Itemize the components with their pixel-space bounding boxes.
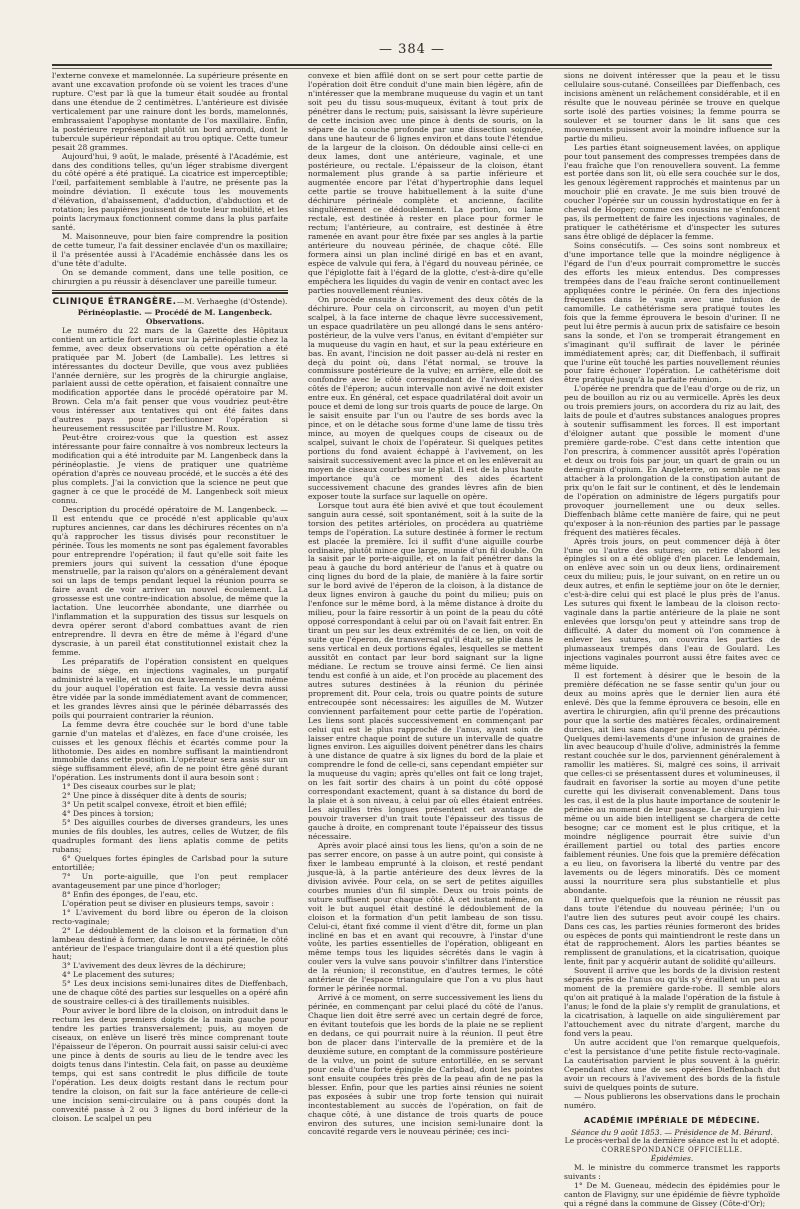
paragraph: M. le ministre du commerce transmet les rapports suivants :: [564, 1163, 780, 1182]
list-item: 3° L'avivement des deux lèvres de la déchirure;: [62, 961, 246, 971]
correspondence-heading: CORRESPONDANCE OFFICIELLE.: [601, 1146, 743, 1155]
paragraph: Description du procédé opératoire de M. Langenbeck. — Il est entendu que ce procédé n'est applicable qu'aux ruptures anciennes, car dans les déchirures récentes on n'a qu'à rapprocher les tissus divisés pour reconstituer le périnée. Tous les moments ne sont pas également favorables pour entreprendre l'opération; il faut qu'elle soit faite les premiers jours qui suivent la cessation d'une époque menstruelle, par la raison qu'alors on a généralement devant soi un laps de temps pendant lequel la réunion pourra se faire avant de voir arriver un nouvel écoulement. La grossesse est une contre-indication absolue, de même que la lactation. Une leucorrhée abondante, une diarrhée ou l'inflammation et la suppuration des tissus sur lesquels on devra opérer seront d'abord combattues avant de rien entreprendre. Il devra en être de même à l'égard d'une dyscrasie, à un pareil état constitutionnel existait chez la femme.: [52, 504, 288, 658]
column-2: [308, 72, 543, 1162]
paragraph: Il est fortement à désirer que le besoin de la première défécation ne se fasse sentir qu'un jour ou deux au moins après que le dernier lien aura été enlevé. Dès que la femme éprouvera ce besoin, elle en avertira le chirurgien, afin qu'il prenne des précautions pour que la sortie des matières fécales, ordinairement durcies, ait lieu sans danger pour le nouveau périnée. Quelques demi-lavements d'une infusion de graines de lin avec beaucoup d'huile d'olive, administrés la femme restant couchée sur le dos, parviennent généralement à ramollir les matières. Si, malgré ces soins, il arrivait que celles-ci se présentassent dures et volumineuses, il faudrait en favoriser la sortie au moyen d'une petite curette qui les diviserait convenablement. Dans tous les cas, il est de la plus haute importance de soutenir le périnée au moment de leur passage. Le chirurgien lui-même ou un aide bien intelligent se chargera de cette besogne; car ce moment est le plus critique, et la moindre négligence pourrait être suivie d'un éraillement partiel ou total des parties encore faiblement réunies. Une fois que la première défécation a eu lieu, on favorisera la liberté du ventre par des lavements ou de légers minoratifs. Dès ce moment aussi la nourriture sera plus substantielle et plus abondante.: [564, 670, 780, 895]
paragraph: Les préparatifs de l'opération consistent en quelques bains de siège, en injections vaginales, un purgatif administré la veille, et un ou deux lavements le matin même du jour auquel l'opération est faite. La vessie devra aussi être vidée par la sonde immédiatement avant de commencer, et les grandes lèvres ainsi que le périnée débarrassés des poils qui pourraient contrarier la réunion.: [52, 657, 288, 720]
list-item: 7° Un porte-aiguille, que l'on peut remplacer avantageusement par une pince d'horloger;: [52, 871, 288, 890]
paragraph: Peut-être croirez-vous que la question est assez intéressante pour faire connaître à vos nombreux lecteurs la modification qui a été introduite par M. Langenbeck dans la périnéoplastie. Je viens de pratiquer une quatrième opération d'après ce nouveau procédé, et le succès a été des plus complets. J'ai la conviction que la science ne peut que gagner à ce que le procédé de M. Langenbeck soit mieux connu.: [52, 433, 288, 505]
paragraph: Un autre accident que l'on remarque quelquefois, c'est la persistance d'une petite fistule recto-vaginale. La cautérisation parvient le plus souvent à la guérir. Cependant chez une de ses opérées Dieffenbach dut avoir un recours à l'avivement des bords de la fistule suivi de quelques points de suture.: [564, 1037, 780, 1092]
paragraph: Pour aviver le bord libre de la cloison, on introduit dans le rectum les deux premiers doigts de la main gauche pour tendre les parties transversalement; puis, au moyen de ciseaux, on enlève un liseré très mince comprenant toute l'épaisseur de l'éperon. On pourrait aussi saisir celui-ci avec une pince à dents de souris au lieu de le tendre avec les doigts tenus dans l'intestin. Cela fait, on passe au deuxième temps, qui est sans contredit le plus difficile de toute l'opération. Les deux doigts restant dans le rectum pour tendre la cloison, on fait sur la face antérieure de celle-ci une incision semi-circulaire ou à pans coupés dont la convexité passe à 2 ou 3 lignes du bord inférieur de la cloison. Le scalpel un peu: [52, 1006, 288, 1123]
paragraph: Lorsque tout aura été bien avivé et que tout écoulement sanguin aura cessé, soit spontanément, soit à la suite de la torsion des petites artérioles, on procédera au quatrième temps de l'opération. La suture destinée à former le rectum est placée la première. Ici il suffit d'une aiguille courbe ordinaire, plutôt mince que large, munie d'un fil double. On la saisit par le porte-aiguille, et on la fait pénétrer dans la peau à gauche du bord antérieur de l'anus et à quatre ou cinq lignes du bord de la plaie, de manière à la faire sortir sur le bord avivé de l'éperon de la cloison, à la distance de deux lignes environ à gauche du point du milieu; puis on l'enfonce sur le même bord, à la même distance à droite du milieu, pour la faire ressortir à un point de la peau du côté opposé correspondant à celui par où on l'avait fait entrer. En tirant un peu sur les deux extrémités de ce lien, on voit de suite que l'éperon, de transversal qu'il était, se plie dans le sens vertical en deux portions égales, lesquelles se mettent aussitôt en contact par leur bord saignant sur la ligne médiane. Le rectum se trouve ainsi fermé. Ce lien ainsi tendu est confié à un aide, et l'on procède au placement des autres sutures destinées à la réunion du périnée proprement dit. Pour cela, trois ou quatre points de suture entrecoupée sont nécessaires: les aiguilles de M. Wutzer conviennent parfaitement pour cette partie de l'opération. Les liens sont placés successivement en commençant par celui qui est le plus rapproché de l'anus, ayant soin de laisser entre chaque point de suture un intervalle de quatre lignes environ. Les aiguilles doivent pénétrer dans les chairs à une distance de quatre à six lignes du bord de la plaie et comprendre le fond de celle-ci, sans cependant empiéter sur la muqueuse du vagin; après qu'elles ont fait ce long trajet, on les fait sortir des chairs à un point du côté opposé correspondant exactement, quant à sa distance du bord de la plaie et à son niveau, à celui par où elles étaient entrées. Les aiguilles très longues présentent cet avantage de pouvoir traverser d'un trait toute l'épaisseur des tissus de gauche à droite, en comprenant toute l'épaisseur des tissus nécessaire.: [308, 500, 543, 842]
paragraph: Soins consécutifs. — Ces soins sont nombreux et d'une importance telle que la moindre négligence à l'égard de l'un d'eux pourrait compromettre le succès des efforts les mieux entendus. Des compresses trempées dans de l'eau fraîche seront continuellement appliquées contre le périnée. On fera des injections fréquentes dans le vagin avec une infusion de camomille. Le cathétérisme sera pratiqué toutes les fois que la femme éprouvera le besoin d'uriner. Il ne peut lui être permis à aucun prix de satisfaire ce besoin sans la sonde, et l'on se tromperait étrangement en s'imaginant qu'il suffirait de laver le périnée immédiatement après; car, dit Dieffenbach, il suffirait que l'urine eût touché les parties nouvellement réunies pour faire échouer l'opération. Le cathétérisme doit être pratiqué jusqu'à la parfaite réunion.: [564, 241, 780, 385]
list-item: 1° Des ciseaux courbes sur le plat;: [62, 782, 196, 792]
paragraph: M. Maisonneuve, pour bien faire comprendre la position de cette tumeur, l'a fait dessiner enclavée d'un os maxillaire; il l'a présentée aussi à l'Académie enchâssée dans les os d'une tête d'adulte.: [52, 232, 288, 269]
paragraph: On procède ensuite à l'avivement des deux côtés de la déchirure. Pour cela on circonscrit, au moyen d'un petit scalpel, à la face interne de chaque lèvre successivement, un espace quadrilatère un peu allongé dans le sens antéro-postérieur, de la vulve vers l'anus, en évitant d'empiéter sur la muqueuse du vagin en haut, et sur la peau extérieure en bas. En avant, l'incision ne doit passer au-delà ni rester en deçà du point où, dans l'état normal, se trouve la commissure postérieure de la vulve; en arrière, elle doit se confondre avec le côté correspondant de l'avivement des côtés de l'éperon; aucun intervalle non avivé ne doit exister entre eux. En général, cet espace quadrilatéral doit avoir un pouce et demi de long sur trois quarts de pouce de large. On le saisit ensuite par l'un ou l'autre de ses bords avec la pince, et on le détache sous forme d'une lame de tissu très mince, au moyen de quelques coups de ciseaux ou de scalpel, suivant le choix de l'opérateur. Si quelques petites portions du fond avaient échappé à l'avivement, on les saisirait successivement avec la pince et on les enlèverait au moyen de ciseaux courbes sur le plat. Il est de la plus haute importance qu'à ce moment des aides écartent successivement chacune des grandes lèvres afin de bien exposer toute la surface sur laquelle on opère.: [308, 294, 543, 501]
section-divider: [52, 290, 288, 291]
article-subheading: Observations.: [145, 316, 205, 326]
article-subtitle: Périnéoplastie. — Procédé de M. Langenbeck.: [77, 307, 273, 317]
paragraph: l'externe convexe et mamelonnée. La supérieure présente en avant une excavation profonde où se voient les traces d'une rupture. C'est par là que la tumeur était soudée au frontal dans une étendue de 2 centimètres. L'antérieure est divisée verticalement par une rainure dont les bords, mamelonnés, embrassaient l'apophyse montante de l'os maxillaire. Enfin, la postérieure représentait plutôt un bord arrondi, dont le tubercule supérieur répondait au trou optique. Cette tumeur pesait 28 grammes.: [52, 71, 288, 152]
paragraph: L'opération peut se diviser en plusieurs temps, savoir :: [62, 898, 274, 908]
epidemics-heading: Épidémies.: [650, 1154, 694, 1164]
session-line: Séance du 9 août 1853. — Présidence de M. Bérard.: [571, 1127, 773, 1137]
paragraph: Le numéro du 22 mars de la Gazette des Hôpitaux contient un article fort curieux sur la périnéoplastie chez la femme, avec deux observations où cette opération a été pratiquée par M. Jobert (de Lamballe). Les lettres si intéressantes du docteur Deville, que vous avez publiées l'année dernière, sur les progrès de la chirurgie anglaise, parlaient aussi de cette opération, et faisaient connaître une modification apportée dans le procédé opératoire par M. Brown. Cela m'a fait penser que vous voudriez peut-être vous intéresser aux tentatives qui ont été faites dans d'autres pays pour perfectionner l'opération si heureusement ressuscitée par l'illustre M. Roux.: [52, 325, 288, 434]
paragraph: sions ne doivent intéresser que la peau et le tissu cellulaire sous-cutané. Conseillées par Dieffenbach, ces incisions amènent un relâchement considérable, et il en résulte que le nouveau périnée se trouve en quelque sorte isolé des parties voisines; la femme pourra se soulever et se tourner dans le lit sans que ces mouvements puissent avoir la moindre influence sur la partie du milieu.: [564, 71, 780, 143]
header-rule: [52, 64, 772, 66]
section-author: —M. Verhaeghe (d'Ostende).: [176, 296, 288, 306]
paragraph: On se demande comment, dans une telle position, ce chirurgien a pu réussir à désenclaver une pareille tumeur.: [52, 267, 288, 286]
header-rule-thin: [52, 68, 772, 69]
paragraph: La femme devra être couchée sur le bord d'une table garnie d'un matelas et d'alèzes, en face d'une croisée, les cuisses et les genoux fléchis et écartés comme pour la lithotomie. Des aides en nombre suffisant la maintiendront immobile dans cette position. L'opérateur sera assis sur un siège suffisamment élevé, afin de ne point être gêné durant l'opération. Les instruments dont il aura besoin sont :: [52, 719, 288, 783]
section-heading: [52, 298, 288, 307]
paragraph: Il arrive quelquefois que la réunion ne réussit pas dans toute l'étendue du nouveau périnée; l'un ou l'autre lien des sutures peut avoir coupé les chairs. Dans ces cas, les parties réunies formeront des brides ou espèces de ponts qui maintiendront le reste dans un état de rapprochement. Alors les parties béantes se remplissent de granulations, et la cicatrisation, quoique lente, finit par y acquérir autant de solidité qu'ailleurs.: [564, 894, 780, 967]
paragraph: 1° De M. Gueneau, médecin des épidémies pour le canton de Flavigny, sur une épidémie de fièvre typhoïde qui a régné dans la commune de Gissey (Côte-d'Or);: [564, 1181, 780, 1209]
list-item: 8° Enfin des éponges, de l'eau, etc.: [62, 889, 198, 899]
paragraph: Après trois jours, on peut commencer déjà à ôter l'une ou l'autre des sutures; on retire d'abord les épingles si on a été obligé d'en placer. Le lendemain, on enlève avec soin un ou deux liens, ordinairement ceux du milieu; puis, le jour suivant, on en retire un ou deux autres, et enfin le septième jour on ôte le dernier, c'est-à-dire celui qui est placé le plus près de l'anus. Les sutures qui fixent le lambeau de la cloison recto-vaginale dans la partie antérieure de la plaie ne sont enlevées que lorsqu'on peut y atteindre sans trop de difficulté. A dater du moment où l'on commence à enlever les sutures, on couvrira les parties de plumasseaux trempés dans l'eau de Goulard. Les injections vaginales pourront aussi être faites avec ce même liquide.: [564, 536, 780, 671]
list-item: 5° Des aiguilles courbes de diverses grandeurs, les unes munies de fils doubles, les autres, celles de Wutzer, de fils quadruples formant des liens aplatis comme de petits rubans;: [52, 818, 288, 855]
academy-heading: ACADÉMIE IMPÉRIALE DE MÉDECINE.: [583, 1115, 761, 1125]
paragraph: Les parties étant soigneusement lavées, on applique pour tout pansement des compresses trempées dans de l'eau fraîche que l'on renouvellera souvent. La femme est portée dans son lit, où elle sera couchée sur le dos, les genoux légèrement rapprochés et maintenus par un mouchoir plié en cravate. Je me suis bien trouvé de coucher l'opérée sur un coussin hydrostatique en fer à cheval de Hooper; comme ces coussins ne s'enfoncent pas, ils permettent de faire les injections vaginales, de pratiquer le cathétérisme et d'inspecter les sutures sans être obligé de déplacer la femme.: [564, 142, 780, 242]
list-item: 3° Un petit scalpel convexe, étroit et bien effilé;: [62, 800, 247, 810]
list-item: 1° L'avivement du bord libre ou éperon de la cloison recto-vaginale;: [52, 907, 288, 926]
list-item: 2° Le dédoublement de la cloison et la formation d'un lambeau destiné à former, dans le nouveau périnée, le côté antérieur de l'espace triangulaire dont il a été question plus haut;: [52, 925, 288, 962]
section-title: CLINIQUE ÉTRANGÈRE.: [52, 296, 177, 307]
paragraph: Souvent il arrive que les bords de la division restent séparés près de l'anus ou qu'ils s'y éraillent un peu au moment de la première garde-robe. Il semble alors qu'on ait pratiqué à la malade l'opération de la fistule à l'anus; le fond de la plaie s'y remplit de granulations, et la cicatrisation, à laquelle on aide singulièrement par l'attouchement avec du nitrate d'argent, marche du fond vers la peau.: [564, 966, 780, 1038]
paragraph: L'opérée ne prendra que de l'eau d'orge ou de riz, un peu de bouillon au riz ou au vermicelle. Après les deux ou trois premiers jours, on accordera du riz au lait, des laits de poule et d'autres substances analogues propres à soutenir suffisamment les forces. Il est important d'éloigner autant que possible le moment d'une première garde-robe. C'est dans cette intention que l'on prescrira, à commencer aussitôt après l'opération et deux ou trois fois par jour, un quart de grain ou un demi-grain d'opium. En Angleterre, on semble ne pas attacher à la prolongation de la constipation autant de prix qu'on le fait sur le continent, et dès le lendemain de l'opération on administre de légers purgatifs pour provoquer journellement une ou deux selles. Dieffenbach blâme cette manière de faire, qui ne peut qu'exposer à la non-réunion des parties par le passage fréquent des matières fécales.: [564, 384, 780, 537]
page-header: [52, 36, 772, 62]
section-divider: [52, 292, 288, 294]
list-item: 6° Quelques fortes épingles de Carlsbad pour la suture entortillée;: [52, 853, 288, 872]
paragraph: convexe et bien affilé dont on se sert pour cette partie de l'opération doit être conduit d'une main bien légère, afin de n'intéresser que la membrane muqueuse du vagin et un tant soit peu du tissu sous-muqueux, évitant à tout prix de pénétrer dans le rectum; puis, saisissant la lèvre supérieure de cette incision avec une pince à dents de souris, on la sépare de la couche profonde par une dissection soignée, dans une hauteur de 6 lignes environ et dans toute l'étendue de la largeur de la cloison. On dédouble ainsi celle-ci en deux lames, dont une antérieure, vaginale, et une postérieure, ou rectale. L'épaisseur de la cloison, étant normalement plus grande à sa partie inférieure et augmentée encore par l'état d'hypertrophie dans lequel cette partie se trouve habituellement à la suite d'une déchirure périnéale complète et ancienne, facilite singulièrement ce dédoublement. La portion, ou lame rectale, est destinée à rester en place pour former le rectum; l'antérieure, au contraire, est destinée à être ramenée en avant pour être fixée par ses angles à la partie antérieure du nouveau périnée, de chaque côté. Elle formera ainsi un plan incliné dirigé en bas et en avant, espèce de valvule qui fera, à l'égard du nouveau périnée, ce que l'épiglotte fait à l'égard de la glotte, c'est-à-dire qu'elle empêchera les liquides du vagin de venir en contact avec les parties nouvellement réunies.: [308, 71, 543, 295]
list-item: 2° Une pince à disséquer dite à dents de souris;: [62, 791, 247, 801]
paragraph: — Nous publierons les observations dans le prochain numéro.: [564, 1091, 780, 1110]
list-item: 5° Les deux incisions semi-lunaires dites de Dieffenbach, une de chaque côté des parties sur lesquelles on a opéré afin de soustraire celles-ci à des tiraillements nuisibles.: [52, 979, 288, 1007]
column-1: [52, 72, 288, 1162]
paragraph: Après avoir placé ainsi tous les liens, qu'on a soin de ne pas serrer encore, on passe à un autre point, qui consiste à fixer le lambeau emprunté à la cloison, et resté pendant jusque-là, à la partie antérieure des deux lèvres de la division avivée. Pour cela, on se sert de petites aiguilles courbes munies d'un fil simple. Deux ou trois points de suture suffisent pour chaque côté. A cet instant même, on voit le but auquel était destiné le dédoublement de la cloison et la formation d'un petit lambeau de son tissu. Celui-ci, étant fixé comme il vient d'être dit, forme un plan incliné en bas et en avant qui recouvre, à l'instar d'une voûte, les parties essentielles de l'opération, obligeant en même temps tous les liquides sécrétés dans le vagin à couler vers la vulve sans pouvoir s'infiltrer dans l'interstice de la réunion; il reconstitue, en d'autres termes, le côté antérieur de l'espace triangulaire que l'on a vu plus haut former le périnée normal.: [308, 840, 543, 994]
page-number: — 384 —: [378, 42, 446, 57]
column-3: [564, 71, 780, 1209]
paragraph: Arrivé à ce moment, on serre successivement les liens du périnée, en commençant par celui placé du côté de l'anus. Chaque lien doit être serré avec un certain degré de force, en évitant toutefois que les bords de la plaie ne se replient en dedans, ce qui pourrait nuire à la réunion. Il peut être bon de placer dans l'intervalle de la première et de la deuxième suture, en comptant de la commissure postérieure de la vulve, un point de suture entortillée, en se servant pour cela d'une forte épingle de Carlsbad, dont les pointes sont ensuite coupées très près de la peau afin de ne pas la blesser. Enfin, pour que les parties ainsi réunies ne soient pas exposées à subir une trop forte tension qui nuirait incontestablement au succès de l'opération, on fait de chaque côté, à une distance de trois quarts de pouce environ des sutures, une incision semi-lunaire dont la concavité regarde vers le nouveau périnée; ces inci-: [308, 993, 543, 1137]
minutes-line: Le procès-verbal de la dernière séance est lu et adopté.: [564, 1136, 780, 1146]
paragraph: Aujourd'hui, 9 août, le malade, présenté à l'Académie, est dans des conditions telles, qu'un léger strabisme divergent du côté opéré a été pratiqué. La cicatrice est imperceptible; l'œil, parfaitement semblable à l'autre, ne présente pas la moindre déviation. Il exécute tous les mouvements d'élévation, d'abaissement, d'adduction, d'abduction et de rotation; les paupières jouissent de toute leur mobilité, et les points lacrymaux fonctionnent comme dans la plus parfaite santé.: [52, 151, 288, 233]
list-item: 4° Des pinces à torsion;: [62, 809, 154, 819]
list-item: 4° Le placement des sutures;: [62, 970, 175, 980]
